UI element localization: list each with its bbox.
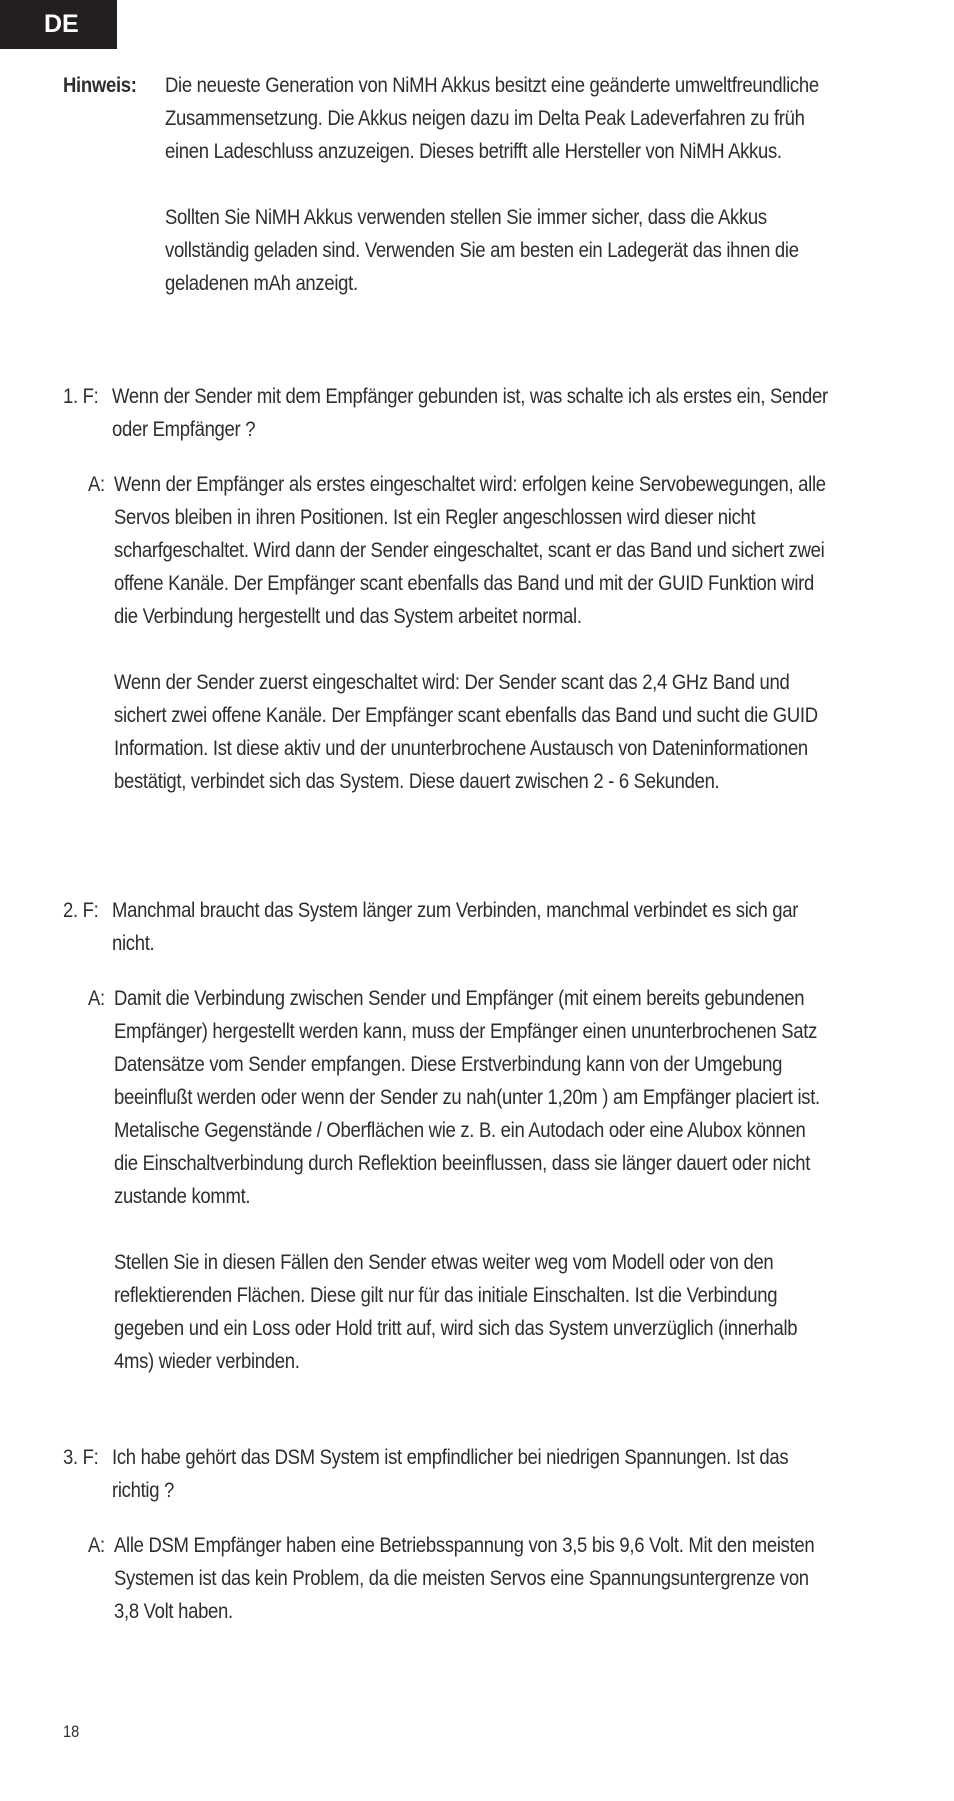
question-prefix: 3. F: xyxy=(63,1445,99,1469)
answer-paragraph: Wenn der Empfänger als erstes eingeschaltet wird: erfolgen keine Servobewegungen, alle Servos bleiben in ihren Positionen. Ist ein Regler angeschlossen wird dieser nicht scharfgeschaltet. Wird dann der Sender eingeschaltet, scant er das Band und sichert zwei offene Kanäle. Der Empfänger scant ebenfalls das Band und mit der GUID Funktion wird die Verbindung hergestellt und das System arbeitet normal. xyxy=(114,472,826,628)
answer-prefix: A: xyxy=(88,1533,105,1557)
answer-text xyxy=(114,1529,828,1628)
faq-item xyxy=(63,1441,954,1641)
answer-paragraph: Alle DSM Empfänger haben eine Betriebsspannung von 3,5 bis 9,6 Volt. Mit den meisten Systemen ist das kein Problem, da die meisten Servos eine Spannungsuntergrenze von 3,8 Volt haben. xyxy=(114,1533,815,1623)
answer-prefix: A: xyxy=(88,986,105,1010)
note-body xyxy=(165,69,836,300)
answer-prefix: A: xyxy=(88,472,105,496)
answer-text xyxy=(114,982,828,1378)
question-text: Wenn der Sender mit dem Empfänger gebunden ist, was schalte ich als erstes ein, Sender oder Empfänger ? xyxy=(112,384,828,441)
question-prefix: 2. F: xyxy=(63,898,99,922)
note-paragraph: Sollten Sie NiMH Akkus verwenden stellen Sie immer sicher, dass die Akkus vollständig geladen sind. Verwenden Sie am besten ein Ladegerät das ihnen die geladenen mAh anzeigt. xyxy=(165,205,799,295)
answer-paragraph: Damit die Verbindung zwischen Sender und Empfänger (mit einem bereits gebundenen Empfänger) hergestellt werden kann, muss der Empfänger einen ununterbrochenen Satz Datensätze vom Sender empfangen. Diese Erstverbindung kann von der Umgebung beeinflußt werden oder wenn der Sender zu nah(unter 1,20m ) am Empfänger placiert ist. Metalische Gegenstände / Oberflächen wie z. B. ein Autodach oder eine Alubox können die Einschaltverbindung durch Reflektion beeinflussen, dass sie länger dauert oder nicht zustande kommt. xyxy=(114,986,820,1208)
question-prefix: 1. F: xyxy=(63,384,99,408)
question-text: Ich habe gehört das DSM System ist empfindlicher bei niedrigen Spannungen. Ist das richtig ? xyxy=(112,1445,789,1502)
answer-paragraph: Stellen Sie in diesen Fällen den Sender etwas weiter weg vom Modell oder von den reflektierenden Flächen. Diese gilt nur für das initiale Einschalten. Ist die Verbindung gegeben und ein Loss oder Hold tritt auf, wird sich das System unverzüglich (innerhalb 4ms) wieder verbinden. xyxy=(114,1250,798,1373)
language-tab: DE xyxy=(0,0,117,49)
note-label: Hinweis: xyxy=(63,73,137,97)
faq-item xyxy=(63,380,954,830)
answer-paragraph: Wenn der Sender zuerst eingeschaltet wird: Der Sender scant das 2,4 GHz Band und sichert zwei offene Kanäle. Der Empfänger scant ebenfalls das Band und sucht die GUID Information. Ist diese aktiv und der ununterbrochene Austausch von Dateninformationen bestätigt, verbindet sich das System. Diese dauert zwischen 2 - 6 Sekunden. xyxy=(114,670,818,793)
faq-item xyxy=(63,894,954,1414)
question-text: Manchmal braucht das System länger zum Verbinden, manchmal verbindet es sich gar nicht. xyxy=(112,898,799,955)
answer-text xyxy=(114,468,828,798)
note-paragraph: Die neueste Generation von NiMH Akkus besitzt eine geänderte umweltfreundliche Zusammensetzung. Die Akkus neigen dazu im Delta Peak Ladeverfahren zu früh einen Ladeschluss anzuzeigen. Dieses betrifft alle Hersteller von NiMH Akkus. xyxy=(165,73,819,163)
page-number: 18 xyxy=(63,1722,80,1741)
